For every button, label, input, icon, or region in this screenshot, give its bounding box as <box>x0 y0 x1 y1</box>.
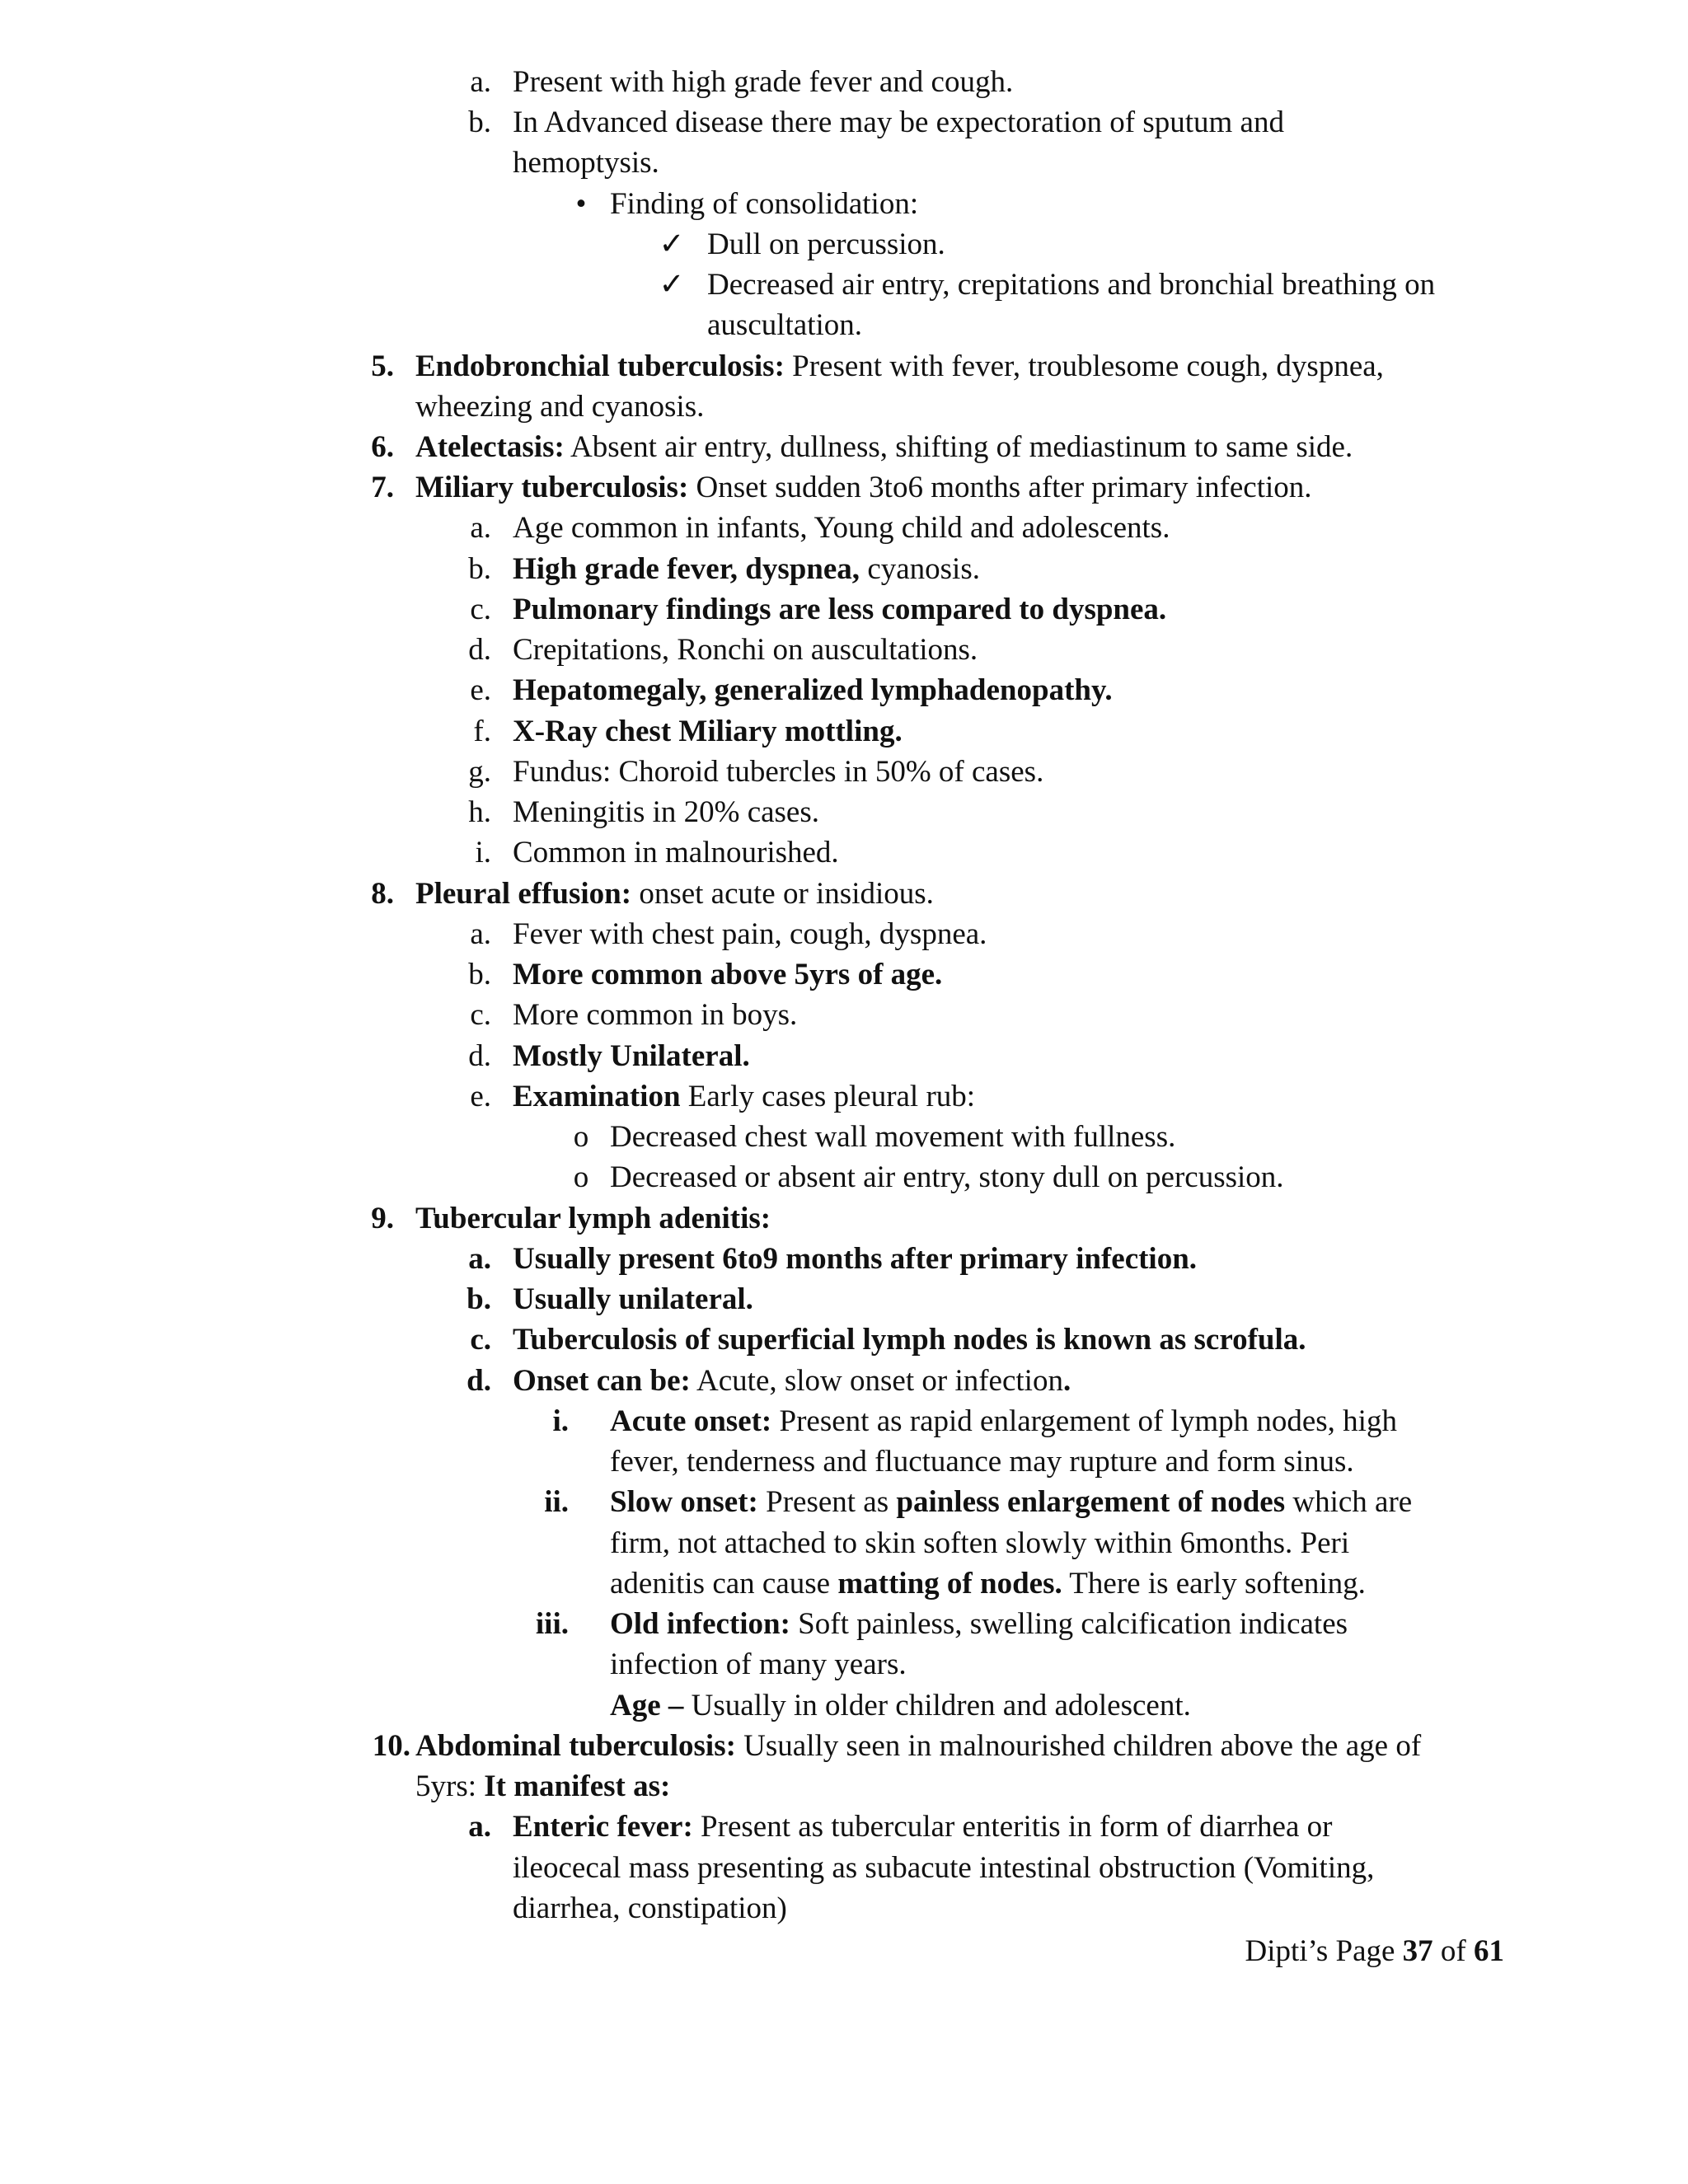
list-item-text: In Advanced disease there may be expectoration of sputum and <box>513 105 1284 139</box>
list-item <box>513 954 942 996</box>
list-marker: a. <box>470 65 491 99</box>
item-heading: Pleural effusion: <box>415 877 632 911</box>
item-text: Absent air entry, dullness, shifting of mediastinum to same side. <box>564 430 1353 464</box>
bullet-marker: • <box>575 187 587 221</box>
item-text: There is early softening. <box>1062 1567 1366 1601</box>
checkmark-icon: ✓ <box>659 268 685 302</box>
list-item-text: Age common in infants, Young child and adolescents. <box>513 511 1170 545</box>
item-heading: Miliary tuberculosis: <box>415 471 689 504</box>
list-marker: c. <box>470 593 491 626</box>
roman-marker: iii. <box>535 1607 569 1641</box>
list-marker: d. <box>468 633 491 667</box>
circle-bullet-marker: o <box>573 1120 589 1154</box>
item-text: Soft painless, swelling calcification indicates <box>790 1607 1348 1641</box>
item-bold-text: matting of nodes. <box>837 1567 1062 1601</box>
list-marker: d. <box>468 1039 491 1073</box>
list-item <box>513 1279 753 1320</box>
list-item-text: Finding of consolidation: <box>610 187 919 221</box>
numbered-item <box>415 1726 1421 1767</box>
list-item-text: Present with high grade fever and cough. <box>513 65 1014 99</box>
numbered-item <box>415 1198 771 1240</box>
item-text: Acute, slow onset or infection <box>690 1364 1063 1398</box>
item-text: Present with fever, troublesome cough, dyspnea, <box>784 349 1384 383</box>
list-item-text: Common in malnourished. <box>513 836 839 869</box>
list-item <box>513 1361 1071 1402</box>
list-item <box>513 1239 1197 1280</box>
numbered-item <box>415 467 1312 509</box>
item-text-line <box>415 1766 670 1807</box>
numbered-marker: 9. <box>371 1202 394 1235</box>
item-text: fever, tenderness and fluctuance may rupture and form sinus. <box>610 1445 1354 1479</box>
list-marker: a. <box>470 917 491 951</box>
item-bold-text: X-Ray chest Miliary mottling. <box>513 715 903 748</box>
list-marker: g. <box>468 755 491 789</box>
item-text: Usually in older children and adolescent. <box>683 1689 1191 1722</box>
list-item-text: Fever with chest pain, cough, dyspnea. <box>513 917 987 951</box>
list-item <box>513 589 1166 630</box>
page-total: 61 <box>1474 1934 1504 1968</box>
item-bold-text: It manifest as: <box>484 1769 671 1803</box>
item-bold-text: Usually unilateral. <box>513 1282 753 1316</box>
list-item <box>513 1807 1332 1848</box>
numbered-marker: 8. <box>371 877 394 911</box>
list-item-text: auscultation. <box>707 308 863 342</box>
item-text: cyanosis. <box>860 552 980 586</box>
item-text: which are <box>1285 1485 1413 1519</box>
item-text: ileocecal mass presenting as subacute intestinal obstruction (Vomiting, <box>513 1851 1375 1885</box>
list-marker: e. <box>470 673 491 707</box>
item-bold-text: painless enlargement of nodes <box>896 1485 1286 1519</box>
list-item <box>513 1319 1306 1361</box>
item-bold-text: Pulmonary findings are less compared to dyspnea. <box>513 593 1167 626</box>
list-item-text: Fundus: Choroid tubercles in 50% of cases. <box>513 755 1044 789</box>
item-text: wheezing and cyanosis. <box>415 390 705 424</box>
item-bold-text: Old infection: <box>610 1607 790 1641</box>
list-marker: b. <box>468 105 491 139</box>
item-heading: Abdominal tuberculosis: <box>415 1729 736 1763</box>
list-marker: f. <box>473 715 491 748</box>
list-marker: a. <box>468 1810 491 1844</box>
list-item <box>610 1401 1397 1442</box>
item-text: Onset sudden 3to6 months after primary infection. <box>688 471 1312 504</box>
list-marker: a. <box>470 511 491 545</box>
list-marker: c. <box>470 998 491 1032</box>
numbered-item <box>415 427 1353 468</box>
item-bold-text: More common above 5yrs of age. <box>513 958 943 991</box>
list-marker: b. <box>468 552 491 586</box>
item-text: Present as rapid enlargement of lymph nodes, high <box>771 1404 1397 1438</box>
item-bold-text: Onset can be: <box>513 1364 691 1398</box>
numbered-marker: 7. <box>371 471 394 504</box>
item-heading: Tubercular lymph adenitis: <box>415 1202 771 1235</box>
item-bold-text: Slow onset: <box>610 1485 758 1519</box>
footer-prefix: Dipti’s Page <box>1245 1934 1403 1968</box>
list-item-text: Decreased or absent air entry, stony dull on percussion. <box>610 1160 1284 1194</box>
numbered-marker: 6. <box>371 430 394 464</box>
item-heading: Atelectasis: <box>415 430 565 464</box>
page-footer <box>1245 1931 1505 1972</box>
list-item <box>513 549 980 590</box>
list-item <box>610 1604 1348 1645</box>
list-marker: b. <box>468 958 491 991</box>
item-text: infection of many years. <box>610 1647 907 1681</box>
list-item-text: Meningitis in 20% cases. <box>513 795 820 829</box>
item-bold-text: Acute onset: <box>610 1404 772 1438</box>
list-item-text: Decreased chest wall movement with fullness. <box>610 1120 1176 1154</box>
item-text: onset acute or insidious. <box>631 877 934 911</box>
item-bold-text: Age – <box>610 1689 684 1722</box>
list-marker: c. <box>470 1323 491 1357</box>
list-item-text: hemoptysis. <box>513 146 659 180</box>
list-item <box>513 1076 975 1118</box>
item-text: Usually seen in malnourished children above the age of <box>735 1729 1422 1763</box>
item-text: Early cases pleural rub: <box>680 1080 976 1113</box>
item-bold-text: Examination <box>513 1080 681 1113</box>
page-number: 37 <box>1402 1934 1433 1968</box>
item-text: diarrhea, constipation) <box>513 1891 787 1925</box>
item-bold-text: . <box>1062 1364 1071 1398</box>
list-item-text: Crepitations, Ronchi on auscultations. <box>513 633 978 667</box>
item-bold-text: Hepatomegaly, generalized lymphadenopathy. <box>513 673 1113 707</box>
list-marker: d. <box>467 1364 491 1398</box>
numbered-marker: 10. <box>372 1729 410 1763</box>
item-text: 5yrs: <box>415 1769 485 1803</box>
item-bold-text: Mostly Unilateral. <box>513 1039 750 1073</box>
list-marker: i. <box>475 836 491 869</box>
footer-of: of <box>1432 1934 1474 1968</box>
item-text: Present as tubercular enteritis in form of diarrhea or <box>692 1810 1333 1844</box>
item-text: firm, not attached to skin soften slowly within 6months. Peri <box>610 1526 1350 1560</box>
circle-bullet-marker: o <box>573 1160 589 1194</box>
list-item-text: Decreased air entry, crepitations and bronchial breathing on <box>707 268 1436 302</box>
list-item <box>513 670 1113 711</box>
list-item <box>513 1036 750 1077</box>
list-marker: h. <box>468 795 491 829</box>
item-text: Present as <box>757 1485 897 1519</box>
item-bold-text: Usually present 6to9 months after primary infection. <box>513 1242 1198 1276</box>
item-text-line <box>610 1563 1366 1605</box>
item-text-line <box>610 1685 1191 1727</box>
list-item <box>513 711 903 752</box>
item-bold-text: Enteric fever: <box>513 1810 693 1844</box>
numbered-item <box>415 874 934 915</box>
numbered-item <box>415 346 1384 387</box>
item-bold-text: Tuberculosis of superficial lymph nodes is known as scrofula. <box>513 1323 1306 1357</box>
list-marker: e. <box>470 1080 491 1113</box>
numbered-marker: 5. <box>371 349 394 383</box>
item-bold-text: High grade fever, dyspnea, <box>513 552 860 586</box>
list-item-text: Dull on percussion. <box>707 227 945 261</box>
list-item-text: More common in boys. <box>513 998 798 1032</box>
roman-marker: ii. <box>544 1485 569 1519</box>
list-item <box>610 1482 1412 1523</box>
roman-marker: i. <box>552 1404 569 1438</box>
list-marker: a. <box>468 1242 491 1276</box>
checkmark-icon: ✓ <box>659 227 685 261</box>
item-heading: Endobronchial tuberculosis: <box>415 349 785 383</box>
item-text: adenitis can cause <box>610 1567 838 1601</box>
list-marker: b. <box>467 1282 491 1316</box>
